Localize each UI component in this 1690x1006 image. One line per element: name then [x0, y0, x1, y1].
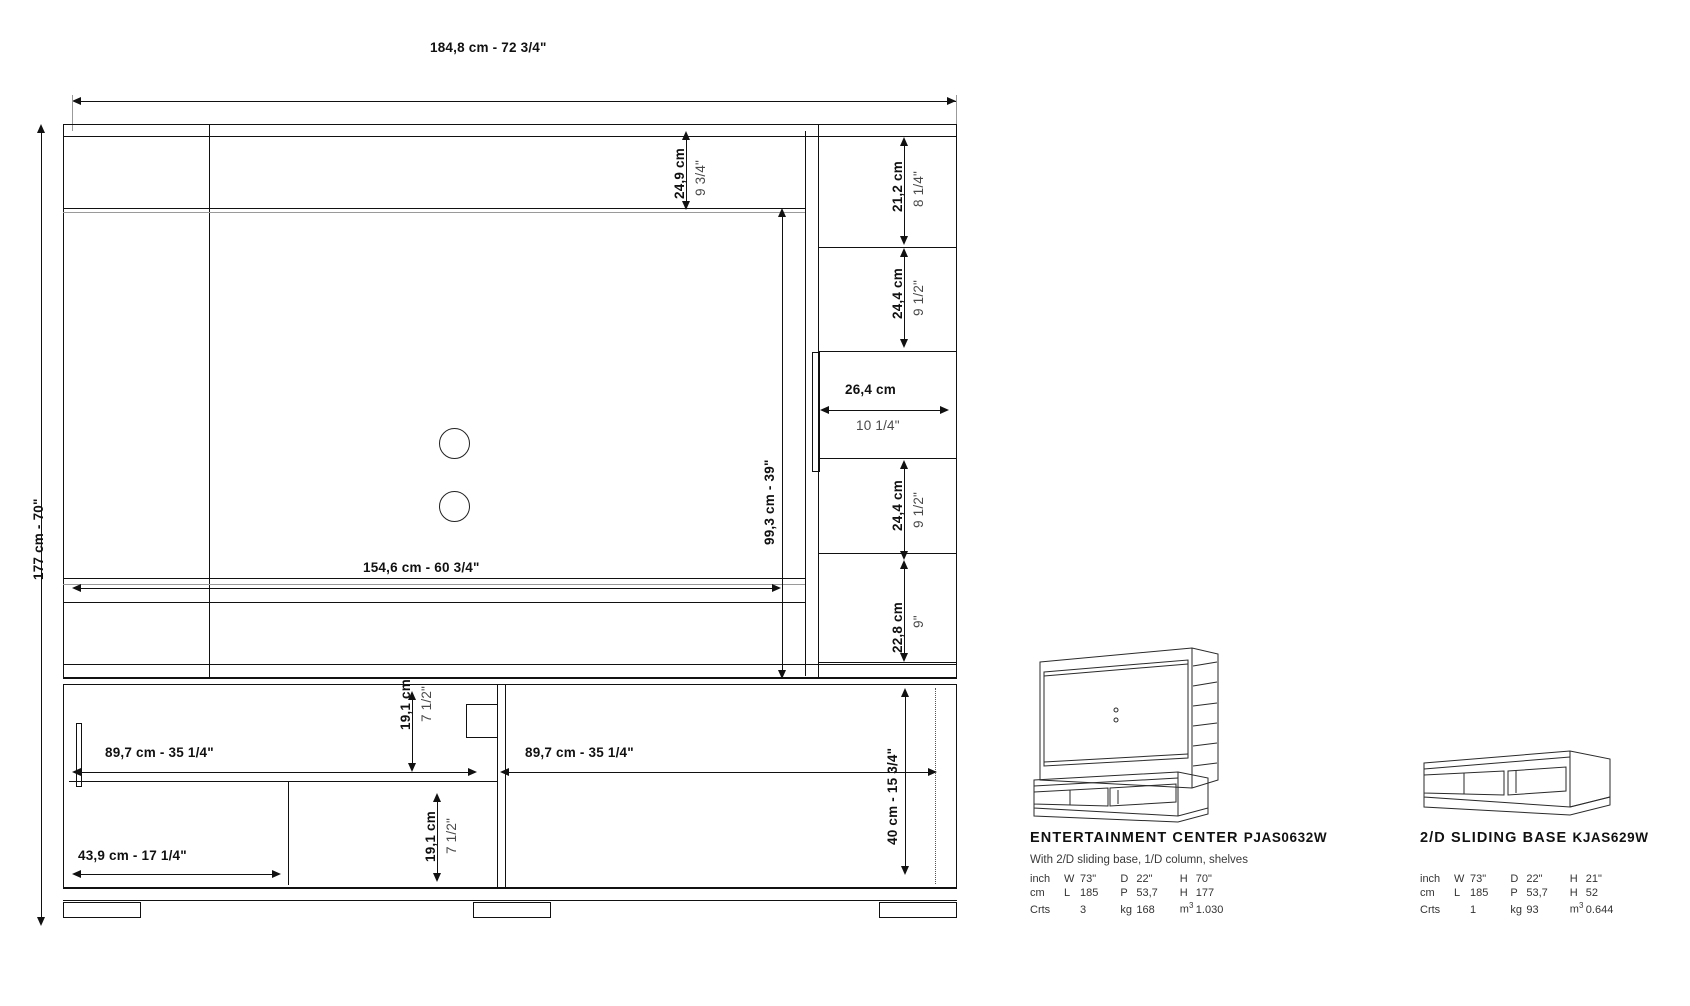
spec-key: P	[1120, 887, 1128, 899]
base-left-shelf-line	[69, 781, 497, 782]
spec-value: 70"	[1195, 873, 1212, 885]
dim-column-shelf4-cm: 22,8 cm	[890, 602, 905, 653]
cable-grommet-upper	[439, 428, 470, 459]
dim-overall-width: 184,8 cm - 72 3/4"	[430, 40, 547, 55]
dim-line-base-drawer-width	[79, 874, 279, 875]
arrow-down-top-shelf-gap	[682, 201, 690, 210]
product-subtitle-entertainment-center: With 2/D sliding base, 1/D column, shelves	[1030, 854, 1248, 866]
base-right-dotted-edge	[935, 688, 936, 884]
dim-column-width-in: 10 1/4"	[856, 418, 900, 433]
dim-line-column-shelf4	[904, 565, 905, 660]
arrow-down-column-shelf4	[900, 653, 908, 662]
product-code-text: PJAS0632W	[1243, 830, 1328, 845]
spec-table-entertainment-center	[1030, 872, 1245, 917]
product-title-text: ENTERTAINMENT CENTER	[1030, 830, 1239, 846]
spec-unit-cm: cm	[1420, 887, 1435, 899]
tv-panel-top-line	[63, 208, 805, 209]
dim-line-column-shelf1	[904, 142, 905, 242]
product-title-text: 2/D SLIDING BASE	[1420, 830, 1568, 846]
spec-key	[1454, 900, 1470, 917]
arrow-right-column-width	[940, 406, 949, 414]
column-shelf-line-5	[818, 662, 957, 663]
base-top-rail-line-1	[63, 664, 957, 665]
column-shelf-line-1	[818, 247, 957, 248]
arrow-up-panel-height	[778, 208, 786, 217]
spec-table-sliding-base	[1420, 872, 1635, 917]
spec-key: H	[1179, 887, 1188, 899]
column-left-edge	[805, 131, 806, 676]
spec-value: 177	[1195, 887, 1215, 899]
arrow-right-base-right-width	[928, 768, 937, 776]
spec-unit-inch: inch	[1420, 873, 1441, 885]
arrow-down-column-shelf2	[900, 339, 908, 348]
arrow-right-overall-width	[947, 97, 956, 105]
spec-key: H	[1179, 873, 1188, 885]
dim-line-drawer-height1	[412, 696, 413, 770]
dim-line-drawer-height2	[437, 798, 438, 880]
spec-key-m3: $m^3$	[1569, 901, 1584, 916]
thumbnail-entertainment-center	[1030, 640, 1250, 830]
spec-key: kg	[1510, 903, 1522, 916]
spec-unit-inch: inch	[1030, 873, 1051, 885]
spec-value: 1	[1470, 903, 1477, 916]
tv-panel-bottom-line-2	[63, 584, 805, 585]
base-top-rail-line-2	[63, 678, 957, 679]
spec-key: P	[1510, 887, 1518, 899]
spec-value: 52	[1585, 887, 1599, 899]
dim-line-top-shelf-gap	[686, 136, 687, 208]
dim-line-base-left-width	[79, 772, 475, 773]
arrow-left-base-drawer-width	[72, 870, 81, 878]
spec-value: 21"	[1585, 873, 1602, 885]
spec-value: 53,7	[1526, 887, 1548, 899]
dim-drawer-height2-in: 7 1/2"	[444, 817, 459, 854]
spec-key: W	[1454, 873, 1465, 885]
base-left-handle	[76, 723, 82, 787]
arrow-down-panel-height	[778, 670, 786, 679]
product-title-sliding-base	[1420, 830, 1649, 846]
dim-panel-width: 154,6 cm - 60 3/4"	[363, 560, 480, 575]
dim-line-column-shelf2	[904, 253, 905, 346]
spec-key: kg	[1120, 903, 1132, 916]
spec-key: D	[1120, 873, 1129, 885]
arrow-left-column-width	[820, 406, 829, 414]
tv-panel-top-line-2	[63, 212, 805, 213]
spec-row	[1030, 900, 1245, 917]
arrow-up-overall-height	[37, 124, 45, 133]
base-unit-outline	[63, 684, 957, 888]
foot-left	[63, 902, 141, 918]
dim-line-base-height	[905, 693, 906, 873]
arrow-left-base-right-width	[500, 768, 509, 776]
arrow-up-column-shelf2	[900, 248, 908, 257]
tv-panel-bottom-line	[63, 578, 805, 579]
spec-key: H	[1569, 887, 1578, 899]
column-shelf-line-4	[818, 553, 957, 554]
dim-drawer-height1-in: 7 1/2"	[419, 685, 434, 722]
column-shelf-line-2	[818, 351, 957, 352]
spec-key	[1064, 900, 1080, 917]
cable-grommet-lower	[439, 491, 470, 522]
arrow-left-base-left-width	[72, 768, 81, 776]
dim-base-left-width: 89,7 cm - 35 1/4"	[105, 745, 214, 760]
spec-key: L	[1454, 887, 1461, 899]
foot-right	[879, 902, 957, 918]
dim-column-shelf3-in: 9 1/2"	[911, 491, 926, 528]
arrow-up-top-shelf-gap	[682, 131, 690, 140]
spec-value: 73"	[1080, 873, 1097, 885]
spec-row	[1030, 872, 1245, 886]
dim-line-overall-height	[41, 130, 42, 920]
arrow-up-column-shelf1	[900, 137, 908, 146]
dim-base-height: 40 cm - 15 3/4"	[885, 747, 900, 845]
dim-line-column-shelf3	[904, 465, 905, 558]
arrow-down-base-height	[901, 866, 909, 875]
dim-line-base-right-width	[507, 772, 935, 773]
spec-unit-crts: Crts	[1030, 903, 1051, 916]
dim-base-right-width: 89,7 cm - 35 1/4"	[525, 745, 634, 760]
spec-value: 22"	[1136, 873, 1153, 885]
product-title-entertainment-center	[1030, 830, 1327, 846]
dim-overall-height: 177 cm - 70"	[31, 498, 46, 580]
spec-key: H	[1569, 873, 1578, 885]
arrow-up-drawer-height2	[433, 793, 441, 802]
dim-line-column-width	[827, 410, 947, 411]
spec-key: D	[1510, 873, 1519, 885]
thumbnail-sliding-base	[1420, 745, 1620, 830]
dim-top-shelf-gap-in: 9 3/4"	[693, 159, 708, 196]
dim-line-panel-height	[782, 213, 783, 677]
base-center-drawer-box	[466, 704, 498, 738]
arrow-up-base-height	[901, 688, 909, 697]
column-shelf-line-3	[818, 458, 957, 459]
dim-column-shelf1-cm: 21,2 cm	[890, 161, 905, 212]
spec-value: 185	[1080, 887, 1099, 899]
base-left-drawer-division	[288, 781, 289, 885]
spec-key-m3: $m^3$	[1179, 901, 1194, 916]
spec-value: 0.644	[1585, 903, 1614, 916]
base-right-division	[505, 684, 506, 888]
spec-row	[1420, 872, 1635, 886]
upper-top-cap-line	[63, 136, 957, 137]
tv-panel-bottom-line-3	[63, 602, 805, 603]
spec-row	[1420, 900, 1635, 917]
column-drawer-front	[812, 352, 820, 472]
spec-key: L	[1064, 887, 1071, 899]
dim-column-shelf1-in: 8 1/4"	[911, 170, 926, 207]
arrow-right-base-left-width	[468, 768, 477, 776]
dim-column-width-cm: 26,4 cm	[845, 382, 896, 397]
arrow-right-panel-width	[772, 584, 781, 592]
arrow-down-overall-height	[37, 917, 45, 926]
spec-value: 93	[1526, 903, 1539, 916]
dim-drawer-height2-cm: 19,1 cm	[423, 811, 438, 862]
arrow-left-panel-width	[72, 584, 81, 592]
spec-value: 73"	[1470, 873, 1487, 885]
spec-value: 1.030	[1195, 903, 1224, 916]
spec-key: W	[1064, 873, 1075, 885]
spec-value: 22"	[1526, 873, 1543, 885]
arrow-down-drawer-height1	[408, 763, 416, 772]
arrow-right-base-drawer-width	[272, 870, 281, 878]
spec-value: 53,7	[1136, 887, 1158, 899]
dim-column-shelf3-cm: 24,4 cm	[890, 480, 905, 531]
arrow-down-drawer-height2	[433, 873, 441, 882]
base-bottom-line	[63, 888, 957, 889]
arrow-down-column-shelf1	[900, 236, 908, 245]
foot-center	[473, 902, 551, 918]
dim-base-drawer-width: 43,9 cm - 17 1/4"	[78, 848, 187, 863]
product-code-text: KJAS629W	[1572, 830, 1649, 845]
arrow-up-column-shelf3	[900, 460, 908, 469]
dim-drawer-height1-cm: 19,1 cm	[398, 679, 413, 730]
spec-unit-crts: Crts	[1420, 903, 1441, 916]
dim-line-overall-width	[76, 101, 956, 102]
dim-column-shelf4-in: 9"	[911, 615, 926, 628]
spec-value: 3	[1080, 903, 1087, 916]
spec-value: 185	[1470, 887, 1489, 899]
arrow-up-column-shelf4	[900, 560, 908, 569]
dim-top-shelf-gap-cm: 24,9 cm	[672, 148, 687, 199]
dim-column-shelf2-in: 9 1/2"	[911, 279, 926, 316]
spec-row	[1030, 886, 1245, 900]
arrow-up-drawer-height1	[408, 691, 416, 700]
spec-unit-cm: cm	[1030, 887, 1045, 899]
dim-line-panel-width	[79, 588, 779, 589]
dim-panel-height: 99,3 cm - 39"	[762, 459, 777, 545]
arrow-down-column-shelf3	[900, 551, 908, 560]
arrow-left-overall-width	[72, 97, 81, 105]
base-bottom-line-2	[63, 900, 957, 901]
dim-column-shelf2-cm: 24,4 cm	[890, 268, 905, 319]
spec-value: 168	[1136, 903, 1155, 916]
spec-row	[1420, 886, 1635, 900]
